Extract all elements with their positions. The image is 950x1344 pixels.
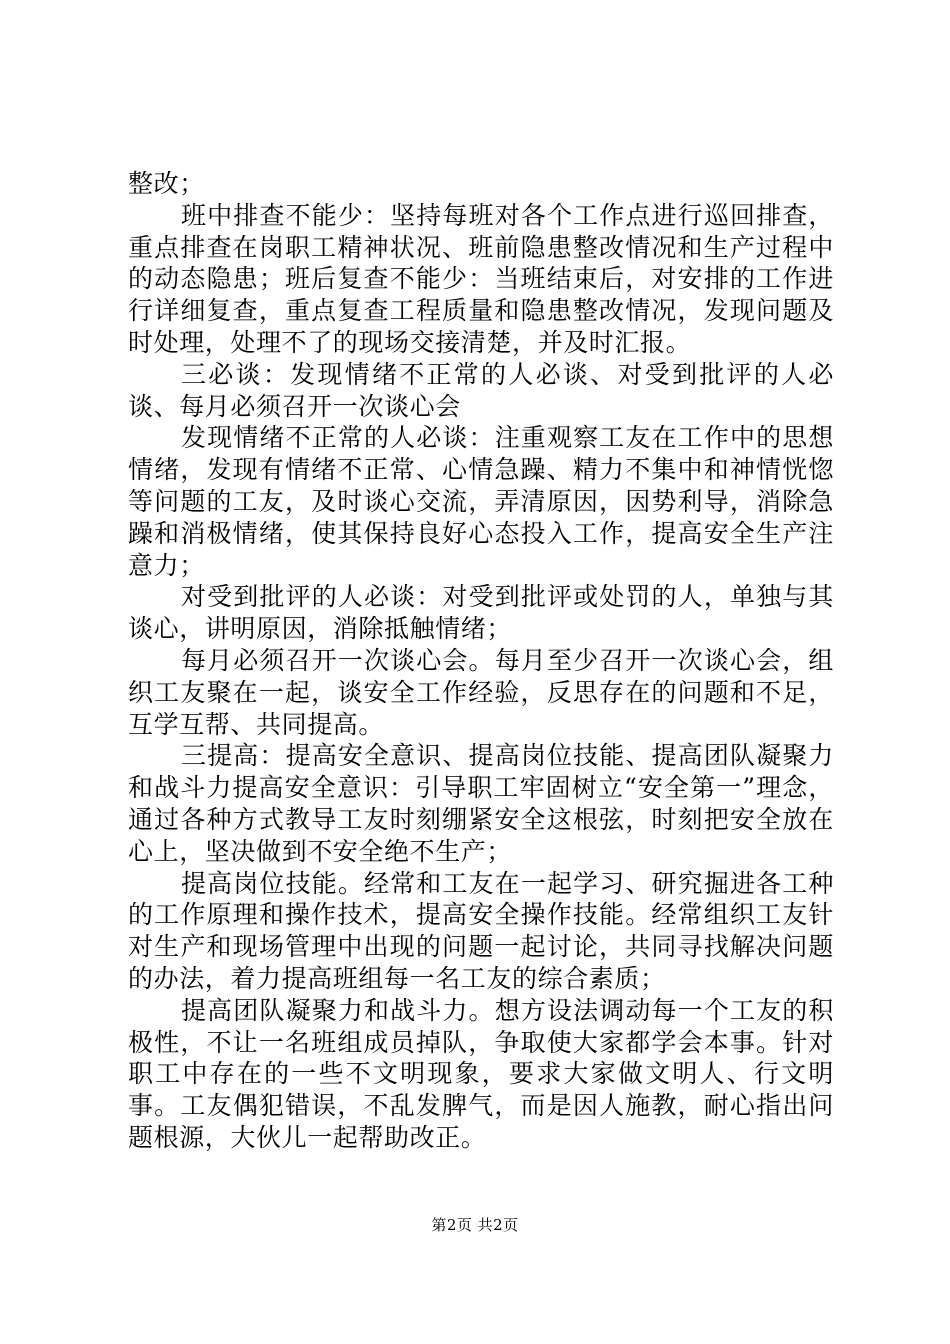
paragraph-abnormal-mood-talk: 发现情绪不正常的人必谈：注重观察工友在工作中的思想情绪，发现有情绪不正常、心情急躁、精力不集中和神情恍惚等问题的工友，及时谈心交流，弄清原因，因势利导，消除急躁和消极情绪，使其保持良好心态投入工作，提高安全生产注意力； — [128, 423, 834, 580]
paragraph-three-talks-heading: 三必谈：发现情绪不正常的人必谈、对受到批评的人必谈、每月必须召开一次谈心会 — [128, 359, 834, 421]
paragraph-continuation: 整改； — [128, 169, 205, 198]
paragraph-team-cohesion: 提高团队凝聚力和战斗力。想方设法调动每一个工友的积极性，不让一名班组成员掉队，争取使大家都学会本事。针对职工中存在的一些不文明现象，要求大家做文明人、行文明事。工友偶犯错误，不乱发脾气，而是因人施教，耐心指出问题根源，大伙儿一起帮助改正。 — [128, 995, 834, 1152]
paragraph-job-skills: 提高岗位技能。经常和工友在一起学习、研究掘进各工种的工作原理和操作技术，提高安全操作技能。经常组织工友针对生产和现场管理中出现的问题一起讨论，共同寻找解决问题的办法，着力提高班组每一名工友的综合素质； — [128, 868, 834, 993]
document-body — [128, 168, 834, 1154]
paragraph-mid-shift-check: 班中排查不能少：坚持每班对各个工作点进行巡回排查，重点排查在岗职工精神状况、班前隐患整改情况和生产过程中的动态隐患；班后复查不能少：当班结束后，对安排的工作进行详细复查，重点复查工程质量和隐患整改情况，发现问题及时处理，处理不了的现场交接清楚，并及时汇报。 — [128, 200, 834, 357]
paragraph-three-improvements: 三提高：提高安全意识、提高岗位技能、提高团队凝聚力和战斗力提高安全意识：引导职工牢固树立“安全第一”理念，通过各种方式教导工友时刻绷紧安全这根弦，时刻把安全放在心上，坚决做到不安全绝不生产； — [128, 741, 834, 866]
page-number-label: 第2页 共2页 — [431, 1216, 519, 1234]
page-footer — [0, 1215, 950, 1235]
paragraph-criticized-talk: 对受到批评的人必谈：对受到批评或处罚的人，单独与其谈心，讲明原因，消除抵触情绪； — [128, 582, 834, 644]
paragraph-monthly-meeting: 每月必须召开一次谈心会。每月至少召开一次谈心会，组织工友聚在一起，谈安全工作经验，反思存在的问题和不足，互学互帮、共同提高。 — [128, 645, 834, 739]
